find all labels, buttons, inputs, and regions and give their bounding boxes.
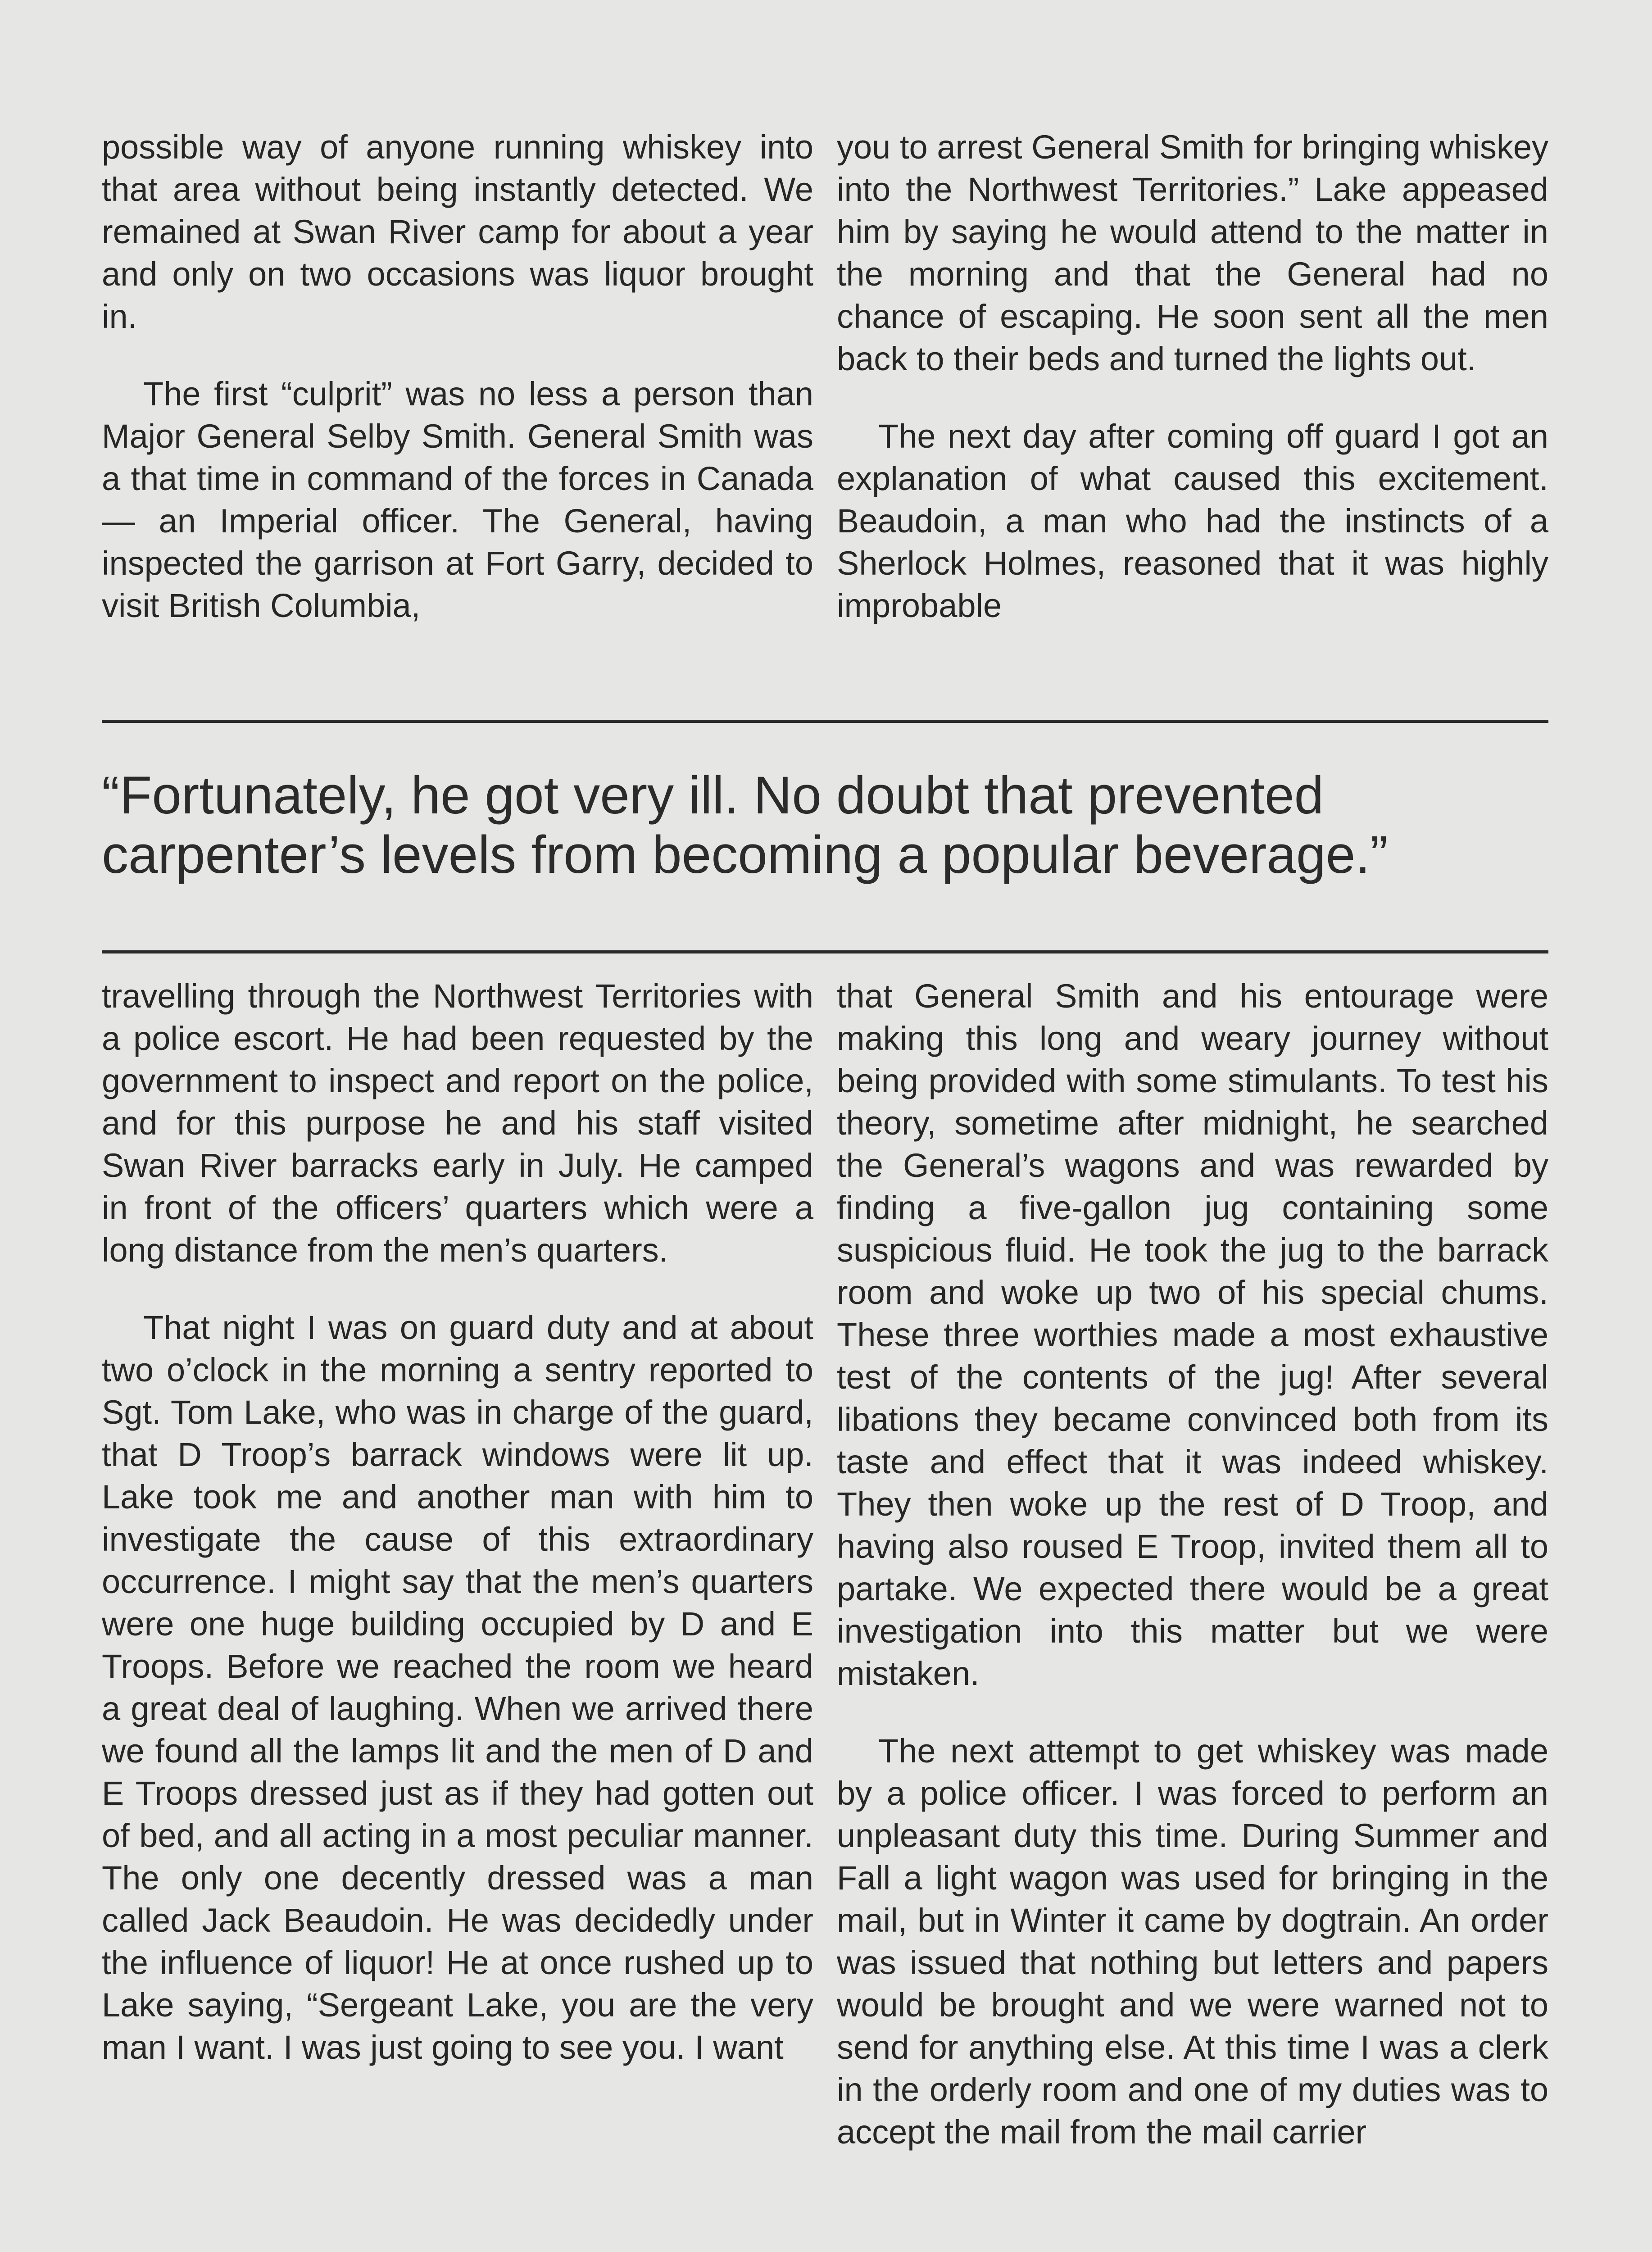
- paragraph: The next day after coming off guard I got an explanation of what caused this excitement. Beaudoin, a man who had the instincts of a Sherlock Holmes, reasoned that it was highly improbable: [837, 418, 1548, 624]
- pull-quote-top-rule: [102, 720, 1548, 723]
- paragraph: The first “culprit” was no less a person than Major General Selby Smith. General Smith was a that time in command of the forces in Canada — an Imperial officer. The General, having inspected the garrison at Fort Garry, decided to visit British Columbia,: [102, 375, 813, 624]
- column-bottom-left: [102, 975, 813, 2069]
- paragraph: That night I was on guard duty and at about two o’clock in the morning a sentry reported to Sgt. Tom Lake, who was in charge of the guard, that D Troop’s barrack windows were lit up. Lake took me and another man with him to investigate the cause of this extraordinary occurrence. I might say that the men’s quarters were one huge building occupied by D and E Troops. Before we reached the room we heard a great deal of laughing. When we arrived there we found all the lamps lit and the men of D and E Troops dressed just as if they had gotten out of bed, and all acting in a most peculiar manner. The only one decently dressed was a man called Jack Beaudoin. He was decidedly under the influence of liquor! He at once rushed up to Lake saying, “Sergeant Lake, you are the very man I want. I was just going to see you. I want: [102, 1309, 813, 2066]
- paragraph: you to arrest General Smith for bringing whiskey into the Northwest Territories.” Lake appeased him by saying he would attend to the matter in the morning and that the General had no chance of escaping. He soon sent all the men back to their beds and turned the lights out.: [837, 128, 1548, 377]
- pull-quote-bottom-rule: [102, 950, 1548, 953]
- column-bottom-right: [837, 975, 1548, 2153]
- pull-quote: “Fortunately, he got very ill. No doubt that prevented carpenter’s levels from becoming a popular beverage.”: [102, 766, 1388, 885]
- column-top-right: [837, 126, 1548, 627]
- paragraph: The next attempt to get whiskey was made by a police officer. I was forced to perform an unpleasant duty this time. During Summer and Fall a light wagon was used for bringing in the mail, but in Winter it came by dogtrain. An order was issued that nothing but letters and papers would be brought and we were warned not to send for anything else. At this time I was a clerk in the orderly room and one of my duties was to accept the mail from the mail carrier: [837, 1732, 1548, 2151]
- paragraph: that General Smith and his entourage were making this long and weary journey without being provided with some stimulants. To test his theory, sometime after midnight, he searched the General’s wagons and was rewarded by finding a five-gallon jug containing some suspicious fluid. He took the jug to the barrack room and woke up two of his special chums. These three worthies made a most exhaustive test of the contents of the jug! After several libations they became convinced both from its taste and effect that it was indeed whiskey. They then woke up the rest of D Troop, and having also roused E Troop, invited them all to partake. We expected there would be a great investigation into this matter but we were mistaken.: [837, 977, 1548, 1692]
- paragraph: travelling through the Northwest Territories with a police escort. He had been requested by the government to inspect and report on the police, and for this purpose he and his staff visited Swan River barracks early in July. He camped in front of the officers’ quarters which were a long distance from the men’s quarters.: [102, 977, 813, 1269]
- column-top-left: [102, 126, 813, 627]
- paragraph: possible way of anyone running whiskey into that area without being instantly detected. We remained at Swan River camp for about a year and only on two occasions was liquor brought in.: [102, 128, 813, 335]
